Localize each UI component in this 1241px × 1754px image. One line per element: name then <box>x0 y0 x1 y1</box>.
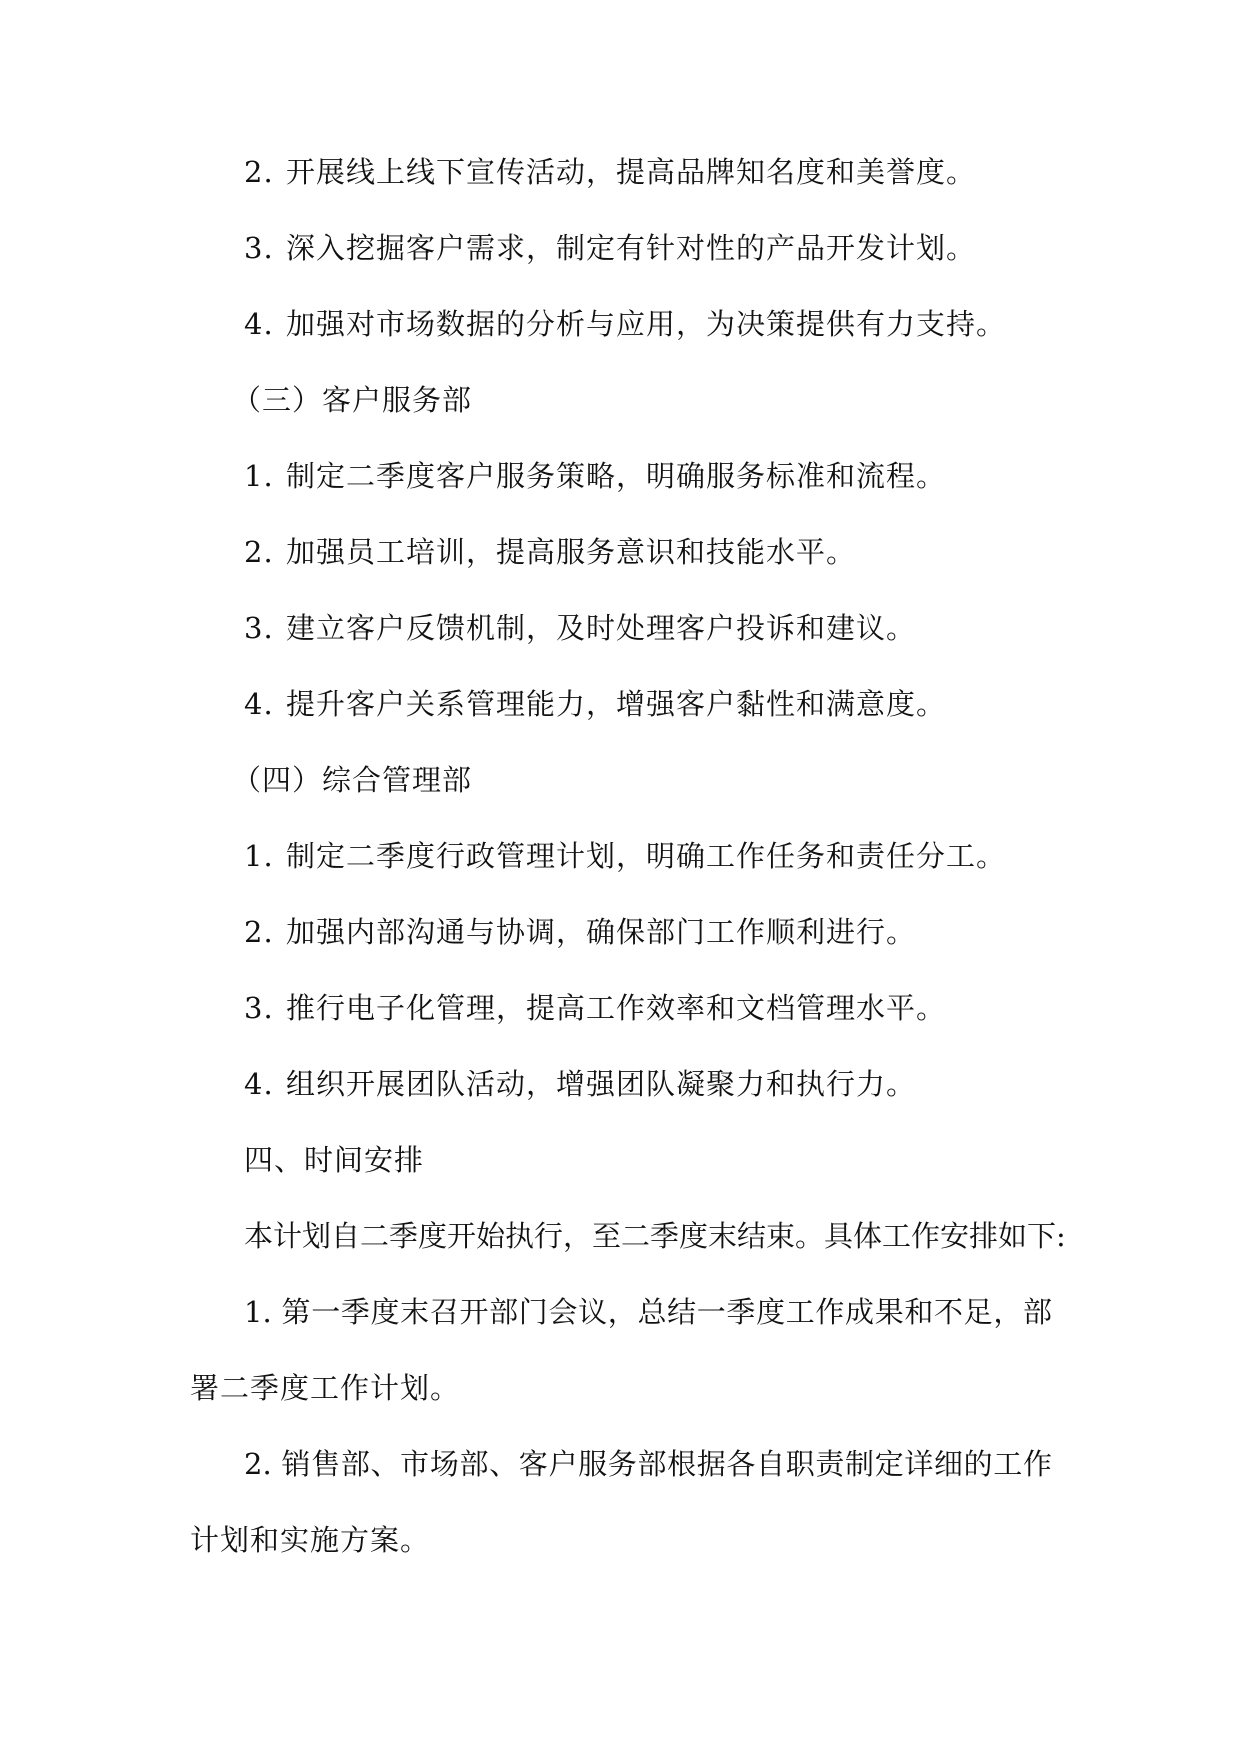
paragraph-line: 计划和实施方案。 <box>190 1523 431 1557</box>
item-text: 组织开展团队活动，增强团队凝聚力和执行力。 <box>286 1067 917 1101</box>
paragraph-line: 1. 第一季度末召开部门会议，总结一季度工作成果和不足，部 <box>244 1295 1052 1329</box>
paragraph: 本计划自二季度开始执行，至二季度末结束。具体工作安排如下: <box>244 1219 1066 1253</box>
item-text: 建立客户反馈机制，及时处理客户投诉和建议。 <box>286 611 917 645</box>
paragraph-line: 署二季度工作计划。 <box>190 1371 461 1405</box>
list-item <box>244 456 946 496</box>
item-number: 3. <box>244 991 274 1025</box>
item-text: 加强对市场数据的分析与应用，为决策提供有力支持。 <box>286 307 1007 341</box>
item-text: 制定二季度行政管理计划，明确工作任务和责任分工。 <box>286 839 1007 873</box>
item-number: 1. <box>244 839 274 873</box>
list-item <box>244 1064 916 1104</box>
item-text: 开展线上线下宣传活动，提高品牌知名度和美誉度。 <box>286 155 977 189</box>
list-item <box>244 608 916 648</box>
item-number: 2. <box>244 915 274 949</box>
item-text: 提升客户关系管理能力，增强客户黏性和满意度。 <box>286 687 947 721</box>
item-number: 4. <box>244 1067 274 1101</box>
section-heading: 四、时间安排 <box>244 1143 425 1177</box>
item-text: 深入挖掘客户需求，制定有针对性的产品开发计划。 <box>286 231 977 265</box>
list-item <box>244 228 976 268</box>
item-number: 2. <box>244 535 274 569</box>
item-number: 3. <box>244 231 274 265</box>
paragraph-line: 2. 销售部、市场部、客户服务部根据各自职责制定详细的工作 <box>244 1447 1052 1481</box>
item-text: 制定二季度客户服务策略，明确服务标准和流程。 <box>286 459 947 493</box>
list-item <box>244 684 946 724</box>
section-heading: （四）综合管理部 <box>232 763 473 797</box>
item-number: 3. <box>244 611 274 645</box>
item-number: 1. <box>244 459 274 493</box>
list-item <box>244 836 1006 876</box>
item-text: 加强员工培训，提高服务意识和技能水平。 <box>286 535 857 569</box>
list-item <box>244 988 946 1028</box>
list-item <box>244 152 976 192</box>
item-number: 2. <box>244 155 274 189</box>
section-heading: （三）客户服务部 <box>232 383 473 417</box>
item-text: 加强内部沟通与协调，确保部门工作顺利进行。 <box>286 915 917 949</box>
item-number: 4. <box>244 307 274 341</box>
item-number: 4. <box>244 687 274 721</box>
item-text: 推行电子化管理，提高工作效率和文档管理水平。 <box>286 991 947 1025</box>
list-item <box>244 304 1006 344</box>
list-item <box>244 532 856 572</box>
list-item <box>244 912 916 952</box>
